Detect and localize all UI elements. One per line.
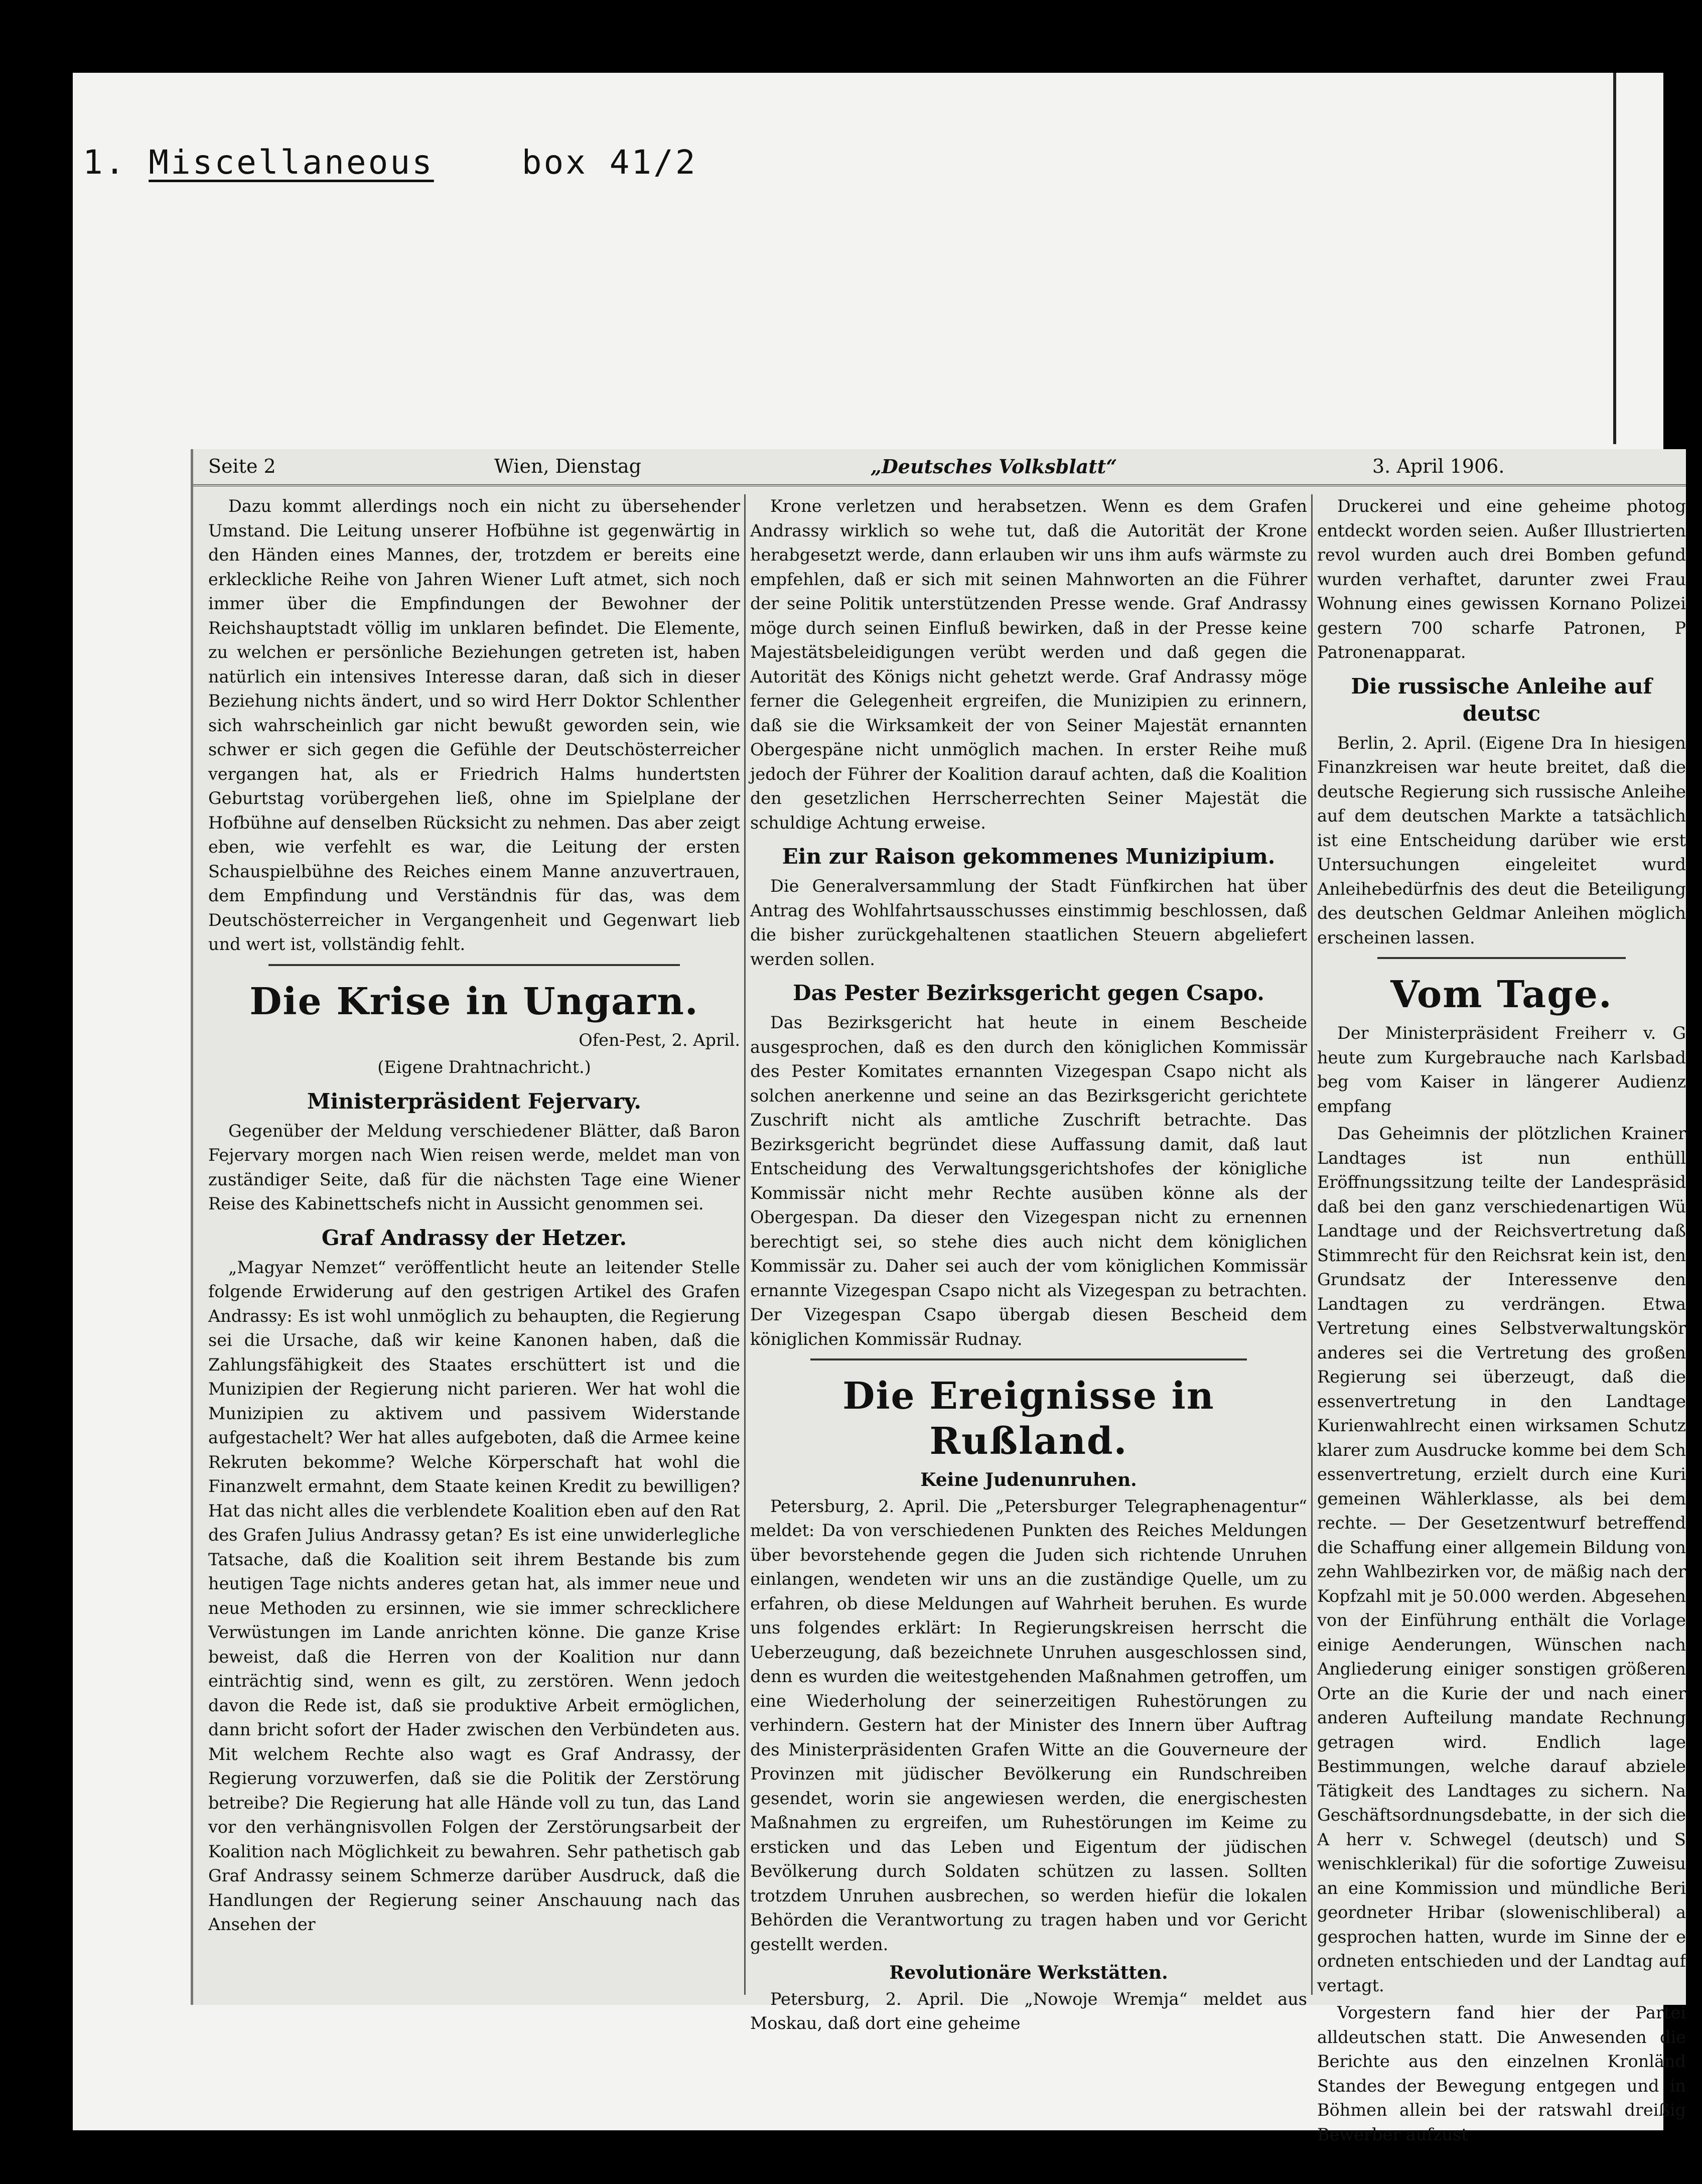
column-3 bbox=[1317, 494, 1686, 2144]
divider bbox=[268, 964, 680, 966]
article-paragraph: Das Geheimnis der plötzlichen Krainer Landtages ist nun enthüll Eröffnungssitzung teilte der Landespräsid daß bei den ganz verschiedenartigen Wü Landtage und der Reichsvertretung daß Stimmrecht für den Reichsrat kein ist, den Grundsatz der Interessenve den Landtagen zu verdrängen. Etwa Vertretung eines Selbstverwaltungskör anderes sei die Vertretung des großen Regierung sei überzeugt, daß die essenvertretung in den Landtage Kurienwahlrecht einen wirksamen Schutz klarer zum Ausdrucke komme bei dem Sch essenvertretung, erzielt durch eine Kuri gemeinen Wählerklasse, als bei dem rechte. — Der Gesetzentwurf betreffend die Schaffung einer allgemein Bildung von zehn Wahlbezirken vor, de mäßig nach der Kopfzahl mit je 50.000 werden. Abgesehen von der Einführung enthält die Vorlage einige Aenderungen, Wünschen nach Angliederung einiger sonstigen größeren Orte an die Kurie der und nach einer anderen Aufteilung mandate Rechnung getragen wird. Endlich lage Bestimmungen, welche darauf abziele Tätigkeit des Landtages zu sichern. Na Geschäftsordnungsdebatte, in der sich die A herr v. Schwegel (deutsch) und S wenischklerikal) für die sofortige Zuweisu an eine Kommission und mündliche Beri geordneter Hribar (slowenischliberal) a gesprochen hatten, wurde im Sinne der e ordneten entschieden und der Landtag auf vertagt. bbox=[1317, 1124, 1686, 1995]
archive-label bbox=[83, 143, 697, 182]
column-rule bbox=[1311, 494, 1313, 1995]
article-paragraph: Berlin, 2. April. (Eigene Dra In hiesigen Finanzkreisen war heute breitet, daß die deutsche Regierung sich russische Anleihe auf dem deutschen Markte a tatsächlich ist eine Entscheidung darüber wie erst Untersuchungen eingeleitet wurd Anleihebedürfnis des deut die Beteiligung des deutschen Geldmar Anleihen möglich erscheinen lassen. bbox=[1317, 733, 1686, 947]
article-paragraph: Der Ministerpräsident Freiherr v. G heute zum Kurgebrauche nach Karlsbad beg vom Kaiser in längerer Audienz empfang bbox=[1317, 1023, 1686, 1116]
archive-box: box 41/2 bbox=[521, 143, 697, 182]
article-paragraph: Petersburg, 2. April. Die „Petersburger Telegraphenagentur“ meldet: Da von verschiedenen Punkten des Reiches Meldungen über bevorstehende gegen die Juden sich richtende Unruhen einlangen, wendeten wir uns an die zuständige Quelle, um zu erfahren, ob diese Meldungen auf Wahrheit beruhen. Es wurde uns folgendes erklärt: In Regierungskreisen herrscht die Ueberzeugung, daß bezeichnete Unruhen ausgeschlossen sind, denn es wurden die weitestgehenden Maßnahmen getroffen, um eine Wiederholung der seinerzeitigen Ruhestörungen zu verhindern. Gestern hat der Minister des Innern über Auftrag des Ministerpräsidenten Grafen Witte an die Gouverneure der Provinzen mit jüdischer Bevölkerung ein Rundschreiben gesendet, worin sie angewiesen werden, die energischesten Maßnahmen zu ergreifen, um Ruhestörungen im Keime zu ersticken und das Leben und Eigentum der jüdischen Bevölkerung durch Soldaten schützen zu lassen. Sollten trotzdem Unruhen ausbrechen, so werden hiefür die lokalen Behörden die Verantwortung zu tragen haben und vor Gericht gestellt werden. bbox=[750, 1496, 1307, 1954]
article-paragraph: Das Bezirksgericht hat heute in einem Bescheide ausgesprochen, daß es den durch den königlichen Kommissär des Pester Komitates ernannten Vizegespan Csapo nicht als solchen anerkenne und seine an das Bezirksgericht gerichtete Zuschrift nicht als amtliche Zuschrift betrachte. Das Bezirksgericht begründet diese Auffassung damit, daß laut Entscheidung des Verwaltungsgerichtshofes der königliche Kommissär nicht mehr Rechte ausüben könne als der Obergespan. Da dieser den Vizegespan nicht zu ernennen berechtigt sei, so stehe dies auch nicht dem königlichen Kommissär zu. Daher sei auch der vom königlichen Kommissär ernannte Vizegespan Csapo nicht als Vizegespan zu betrachten. Der Vizegespan Csapo übergab diesen Bescheid dem königlichen Kommissär Rudnay. bbox=[750, 1013, 1307, 1349]
subheading-fejervary: Ministerpräsident Fejervary. bbox=[307, 1088, 642, 1114]
masthead bbox=[193, 449, 1686, 486]
column-2 bbox=[750, 494, 1307, 2033]
headline-ereignisse-russland: Die Ereignisse in Rußland. bbox=[842, 1375, 1215, 1463]
article-paragraph: Die Generalversammlung der Stadt Fünfkirchen hat über Antrag des Wohlfahrtsausschusses einstimmig beschlossen, daß die bisher zurückgehaltenen staatlichen Steuern abgeliefert werden sollen. bbox=[750, 876, 1307, 969]
article-paragraph: „Magyar Nemzet“ veröffentlicht heute an leitender Stelle folgende Erwiderung auf den gestrigen Artikel des Grafen Andrassy: Es ist wohl unmöglich zu behaupten, die Regierung sei die Ursache, daß wir keine Kanonen haben, daß die Zahlungsfähigkeit des Staates erschüttert ist und die Munizipien der Regierung nicht parieren. Wer hat wohl die Munizipien zu aktivem und passivem Widerstande aufgestachelt? Wer hat alles aufgeboten, daß die Armee keine Rekruten bekomme? Welche Körperschaft hat wohl die Finanzwelt ermahnt, dem Staate keinen Kredit zu bewilligen? Hat das nicht alles die verblendete Koalition eben auf den Rat des Grafen Julius Andrassy getan? Es ist eine unwiderlegliche Tatsache, daß die Koalition seit ihrem Bestande bis zum heutigen Tage nichts anderes getan hat, als immer neue und neue Methoden zu ersinnen, wie sie immer schrecklichere Verwüstungen im Lande anrichten könne. Die ganze Krise beweist, daß die Herren von der Koalition nur dann einträchtig sind, wenn es gilt, zu zerstören. Wenn jedoch davon die Rede ist, daß sie produktive Arbeit ermöglichen, dann bricht sofort der Hader zwischen den Verbündeten aus. Mit welchem Rechte also wagt es Graf Andrassy, der Regierung vorzuwerfen, daß sie die Politik der Zerstörung betreibe? Die Regierung hat alle Hände voll zu tun, das Land vor den verhängnisvollen Folgen der Zerstörungsarbeit der Koalition nach Möglichkeit zu bewahren. Sehr pathetisch gab Graf Andrassy seinem Schmerze darüber Ausdruck, daß die Handlungen der Regierung seiner Anschauung nach das Ansehen der bbox=[208, 1257, 740, 1934]
subheading-judenunruhen: Keine Judenunruhen. bbox=[920, 1469, 1137, 1490]
subheading-munizipium: Ein zur Raison gekommenes Munizipium. bbox=[782, 844, 1275, 869]
archive-category: Miscellaneous bbox=[149, 143, 434, 182]
article-paragraph: Krone verletzen und herabsetzen. Wenn es dem Grafen Andrassy wirklich so wehe tut, daß die Autorität der Krone herabgesetzt werde, dann erlauben wir uns ihm aufs wärmste zu empfehlen, daß er sich mit seinen Mahnworten an die Führer der seine Politik unterstützenden Presse wende. Graf Andrassy möge durch seinen Einfluß bewirken, daß in der Presse keine Majestätsbeleidigungen verübt werden und daß gegen die Autorität des Königs nicht gehetzt werde. Graf Andrassy möge ferner die Gelegenheit ergreifen, die Munizipien zu erinnern, daß sie die Wirksamkeit der von Seiner Majestät ernannten Obergespäne nicht unmöglich machen. In erster Reihe muß jedoch der Führer der Koalition darauf achten, daß die Koalition den gesetzlichen Herrscherrechten Seiner Majestät die schuldige Achtung erweise. bbox=[750, 496, 1307, 833]
article-paragraph: Gegenüber der Meldung verschiedener Blätter, daß Baron Fejervary morgen nach Wien reisen werde, meldet man von zuständiger Seite, daß für die nächsten Tage eine Wiener Reise des Kabinettschefs nicht in Aussicht genommen sei. bbox=[208, 1121, 740, 1213]
newspaper-clipping bbox=[191, 449, 1686, 2144]
divider bbox=[1377, 957, 1626, 959]
headline-vom-tage: Vom Tage. bbox=[1390, 973, 1613, 1016]
source-note: (Eigene Drahtnachricht.) bbox=[377, 1057, 591, 1077]
article-paragraph: Druckerei und eine geheime photog entdeckt worden seien. Außer Illustrierten revol wurden auch drei Bomben gefund wurden verhaftet, darunter zwei Frau Wohnung eines gewissen Kornano Polizei gestern 700 scharfe Patronen, P Patronenapparat. bbox=[1317, 496, 1686, 662]
subheading-bezirksgericht: Das Pester Bezirksgericht gegen Csapo. bbox=[793, 981, 1264, 1005]
page-number: Seite 2 bbox=[208, 455, 276, 477]
divider bbox=[810, 1358, 1247, 1360]
subheading-russische-anleihe: Die russische Anleihe auf deutsc bbox=[1351, 673, 1652, 726]
subheading-werkstaetten: Revolutionäre Werkstätten. bbox=[889, 1962, 1168, 1983]
column-1 bbox=[208, 494, 740, 1995]
article-paragraph: Dazu kommt allerdings noch ein nicht zu übersehender Umstand. Die Leitung unserer Hofbühne ist gegenwärtig in den Händen eines Mannes, der, trotzdem er bereits eine erkleckliche Reihe von Jahren Wiener Luft atmet, sich noch immer über die Empfindungen der Bewohner der Reichshauptstadt völlig im unklaren befindet. Die Elemente, zu welchen er persönliche Beziehungen getreten ist, haben natürlich ein intensives Interesse daran, daß sich in dieser Beziehung nichts ändert, und so wird Herr Doktor Schlenther sich wahrscheinlich gar nicht bewußt geworden sein, wie schwer er sich gegen die Gefühle der Deutschösterreicher vergangen hat, als er Friedrich Halms hundertsten Geburtstag vorübergehen ließ, ohne im Spielplane der Hofbühne auf denselben Rücksicht zu nehmen. Das aber zeigt eben, wie verfehlt es war, die Leitung der ersten Schauspielbühne des Reiches einem Manne anzuvertrauen, dem Empfindung und Verständnis für das, was dem Deutschösterreicher in Vergangenheit und Gegenwart lieb und wert ist, vollständig fehlt. bbox=[208, 496, 740, 954]
dateline: Ofen-Pest, 2. April. bbox=[579, 1030, 740, 1050]
sheet-edge-line bbox=[1613, 73, 1616, 444]
subheading-andrassy: Graf Andrassy der Hetzer. bbox=[321, 1225, 627, 1250]
newspaper-title: „Deutsches Volksblatt“ bbox=[871, 455, 1117, 478]
place-day: Wien, Dienstag bbox=[494, 455, 641, 477]
column-rule bbox=[744, 494, 746, 1995]
archive-prefix: 1. bbox=[83, 143, 127, 182]
article-paragraph: Petersburg, 2. April. Die „Nowoje Wremja“ meldet aus Moskau, daß dort eine geheime bbox=[750, 1989, 1307, 2033]
headline-krise-ungarn: Die Krise in Ungarn. bbox=[249, 980, 699, 1023]
issue-date: 3. April 1906. bbox=[1372, 455, 1505, 477]
article-paragraph: Vorgestern fand hier der Partei alldeutschen statt. Die Anwesenden die Berichte aus den einzelnen Kronländ Standes der Bewegung entgegen und in Böhmen allein bei der ratswahl dreißig Bewerber aufzust bbox=[1317, 2003, 1686, 2144]
